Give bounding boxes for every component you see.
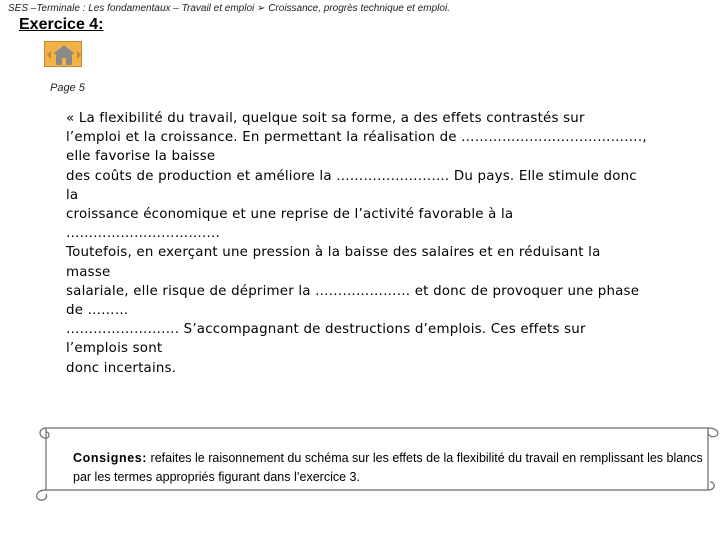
instructions-body: refaites le raisonnement du schéma sur les effets de la flexibilité du travail en remplissant les blancs par les termes appropriés figurant dans l’exercice 3. [73, 451, 703, 484]
instructions-text [73, 449, 703, 486]
text-line: croissance économique et une reprise de l’activité favorable à la [66, 207, 514, 223]
text-line: elle favorise la baisse [66, 149, 216, 165]
page-number: Page 5 [50, 82, 85, 94]
home-icon [45, 42, 83, 68]
text-line: donc incertains. [66, 360, 177, 376]
exercise-title: Exercice 4: [19, 16, 104, 33]
text-line: l’emploi et la croissance. En permettant la réalisation de …………………………………., [66, 130, 647, 146]
breadcrumb-arrow-icon: ➢ [257, 3, 266, 14]
text-line: « La flexibilité du travail, quelque soit sa forme, a des effets contrastés sur [66, 111, 585, 126]
text-line: l’emplois sont [66, 341, 163, 357]
instructions-label: Consignes: [73, 451, 148, 465]
text-line: des coûts de production et améliore la ……………………. Du pays. Elle stimule donc [66, 168, 637, 184]
text-line: de ……… [66, 303, 129, 319]
text-line: la [66, 187, 79, 203]
text-line: masse [66, 264, 111, 280]
home-button[interactable] [44, 41, 82, 67]
breadcrumb-chapter: Croissance, progrès technique et emploi. [268, 3, 450, 14]
text-line: Toutefois, en exerçant une pression à la baisse des salaires et en réduisant la [66, 245, 601, 261]
text-line: ……………………………. [66, 226, 220, 242]
exercise-paragraph [66, 109, 676, 378]
breadcrumb-header [8, 3, 450, 14]
text-line: salariale, elle risque de déprimer la ………………… et donc de provoquer une phase [66, 283, 640, 299]
text-line: ……………………. S’accompagnant de destructions d’emplois. Ces effets sur [66, 322, 586, 338]
breadcrumb-course: SES –Terminale : Les fondamentaux – Travail et emploi [8, 3, 255, 14]
